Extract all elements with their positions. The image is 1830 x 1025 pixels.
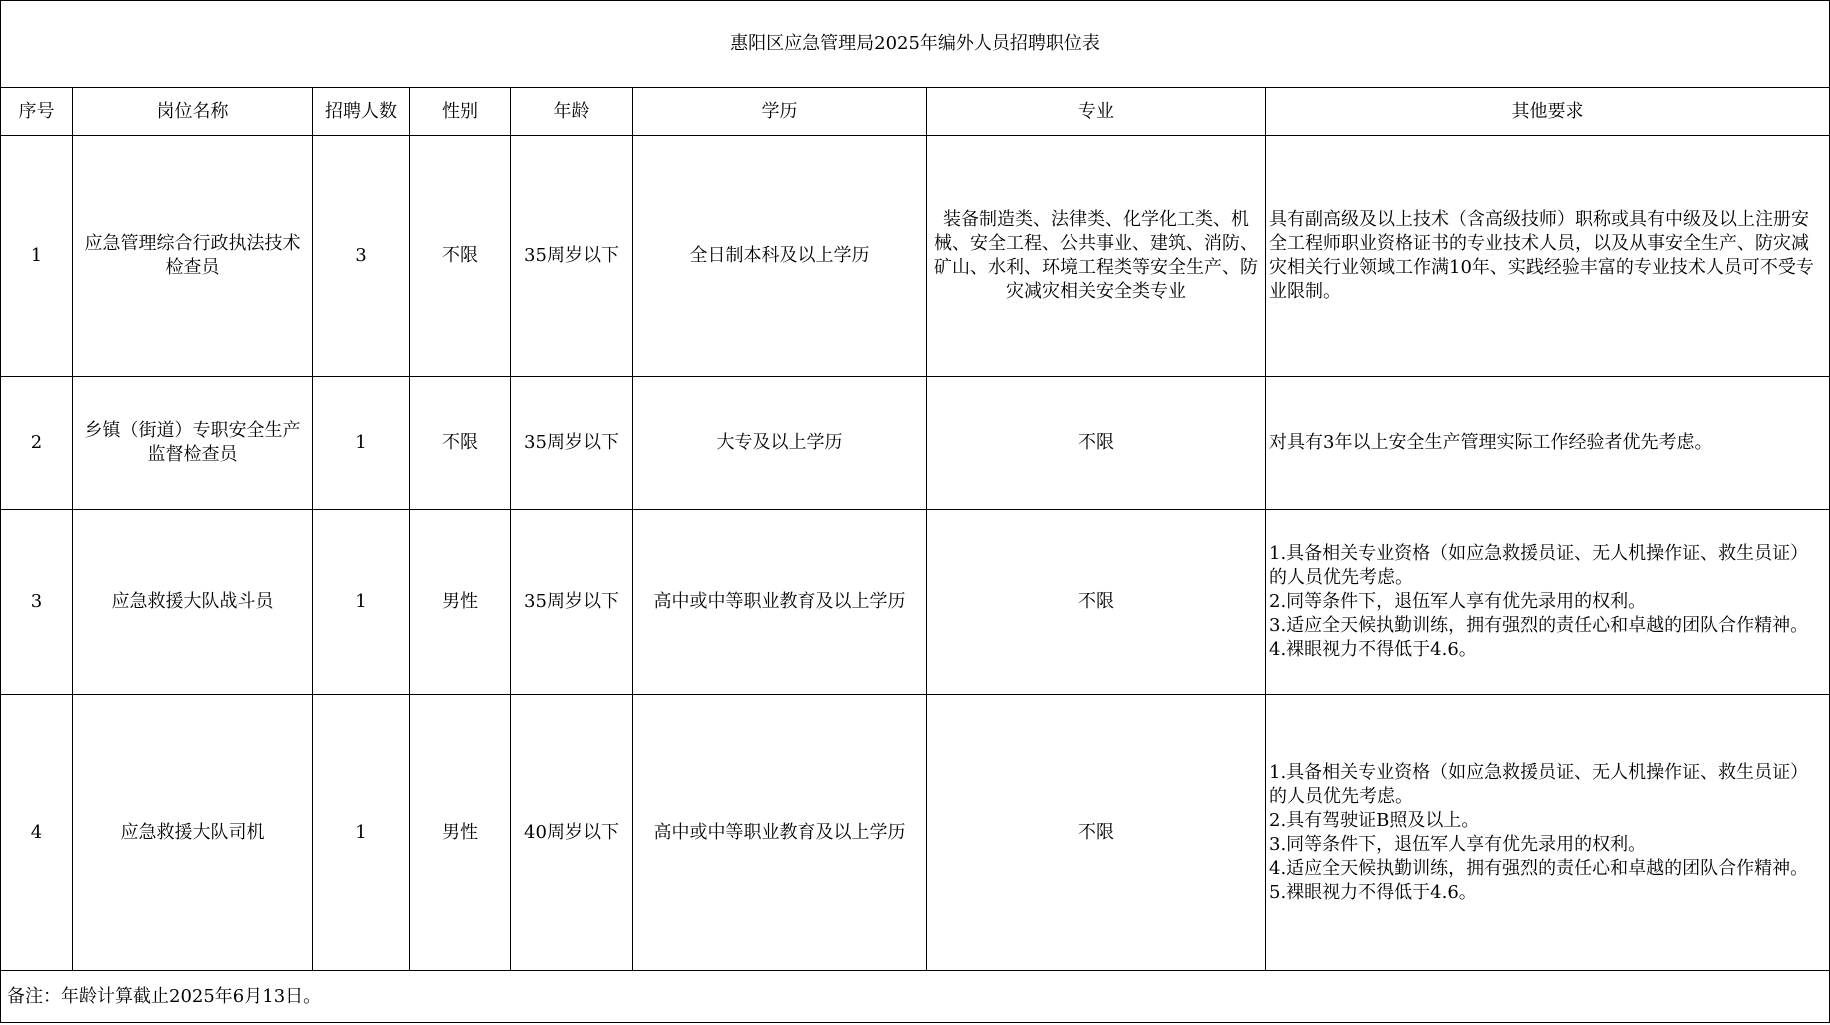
row-count: 1	[313, 510, 410, 695]
row-no: 3	[1, 510, 73, 695]
header-row	[1, 88, 1830, 136]
row-major: 不限	[927, 695, 1266, 971]
table-note: 备注：年龄计算截止2025年6月13日。	[1, 971, 1830, 1023]
row-position: 乡镇（街道）专职安全生产监督检查员	[73, 377, 313, 510]
row-no: 4	[1, 695, 73, 971]
row-age: 35周岁以下	[511, 377, 633, 510]
row-no: 2	[1, 377, 73, 510]
row-major: 不限	[927, 377, 1266, 510]
header-position: 岗位名称	[73, 88, 313, 136]
row-count: 3	[313, 136, 410, 377]
requirement-line: 3.适应全天候执勤训练，拥有强烈的责任心和卓越的团队合作精神。	[1269, 615, 1809, 636]
header-no: 序号	[1, 88, 73, 136]
header-education: 学历	[633, 88, 927, 136]
requirement-line: 2.同等条件下，退伍军人享有优先录用的权利。	[1269, 591, 1647, 612]
row-gender: 男性	[410, 695, 511, 971]
table-row	[1, 510, 1830, 695]
row-age: 35周岁以下	[511, 136, 633, 377]
row-gender: 不限	[410, 136, 511, 377]
row-gender: 男性	[410, 510, 511, 695]
row-position: 应急救援大队司机	[73, 695, 313, 971]
row-education: 高中或中等职业教育及以上学历	[633, 695, 927, 971]
table-row	[1, 695, 1830, 971]
requirement-line: 1.具备相关专业资格（如应急救援员证、无人机操作证、救生员证）的人员优先考虑。	[1269, 761, 1809, 807]
requirement-line: 具有副高级及以上技术（含高级技师）职称或具有中级及以上注册安全工程师职业资格证书的专业技术人员，以及从事安全生产、防灾减灾相关行业领域工作满10年、实践经验丰富的专业技术人员可不受专业限制。	[1269, 209, 1814, 302]
header-count: 招聘人数	[313, 88, 410, 136]
row-count: 1	[313, 377, 410, 510]
row-age: 40周岁以下	[511, 695, 633, 971]
requirement-line: 3.同等条件下，退伍军人享有优先录用的权利。	[1269, 833, 1647, 855]
row-major: 不限	[927, 510, 1266, 695]
header-gender: 性别	[410, 88, 511, 136]
row-count: 1	[313, 695, 410, 971]
row-other-requirements	[1266, 377, 1830, 510]
row-education: 高中或中等职业教育及以上学历	[633, 510, 927, 695]
row-education: 大专及以上学历	[633, 377, 927, 510]
row-position: 应急救援大队战斗员	[73, 510, 313, 695]
header-age: 年龄	[511, 88, 633, 136]
row-gender: 不限	[410, 377, 511, 510]
requirement-line: 5.裸眼视力不得低于4.6。	[1269, 881, 1477, 903]
table-title: 惠阳区应急管理局2025年编外人员招聘职位表	[1, 1, 1830, 88]
row-major: 装备制造类、法律类、化学化工类、机械、安全工程、公共事业、建筑、消防、矿山、水利、环境工程类等安全生产、防灾减灾相关安全类专业	[927, 136, 1266, 377]
header-major: 专业	[927, 88, 1266, 136]
table-row	[1, 377, 1830, 510]
requirement-line: 4.裸眼视力不得低于4.6。	[1269, 639, 1477, 660]
row-education: 全日制本科及以上学历	[633, 136, 927, 377]
requirement-line: 对具有3年以上安全生产管理实际工作经验者优先考虑。	[1269, 432, 1713, 453]
row-no: 1	[1, 136, 73, 377]
requirement-line: 4.适应全天候执勤训练，拥有强烈的责任心和卓越的团队合作精神。	[1269, 857, 1809, 879]
requirement-line: 1.具备相关专业资格（如应急救援员证、无人机操作证、救生员证）的人员优先考虑。	[1269, 543, 1809, 588]
row-position: 应急管理综合行政执法技术检查员	[73, 136, 313, 377]
header-other: 其他要求	[1266, 88, 1830, 136]
row-other-requirements	[1266, 136, 1830, 377]
table-row	[1, 136, 1830, 377]
requirement-line: 2.具有驾驶证B照及以上。	[1269, 809, 1480, 831]
row-age: 35周岁以下	[511, 510, 633, 695]
row-other-requirements	[1266, 695, 1830, 971]
row-other-requirements	[1266, 510, 1830, 695]
